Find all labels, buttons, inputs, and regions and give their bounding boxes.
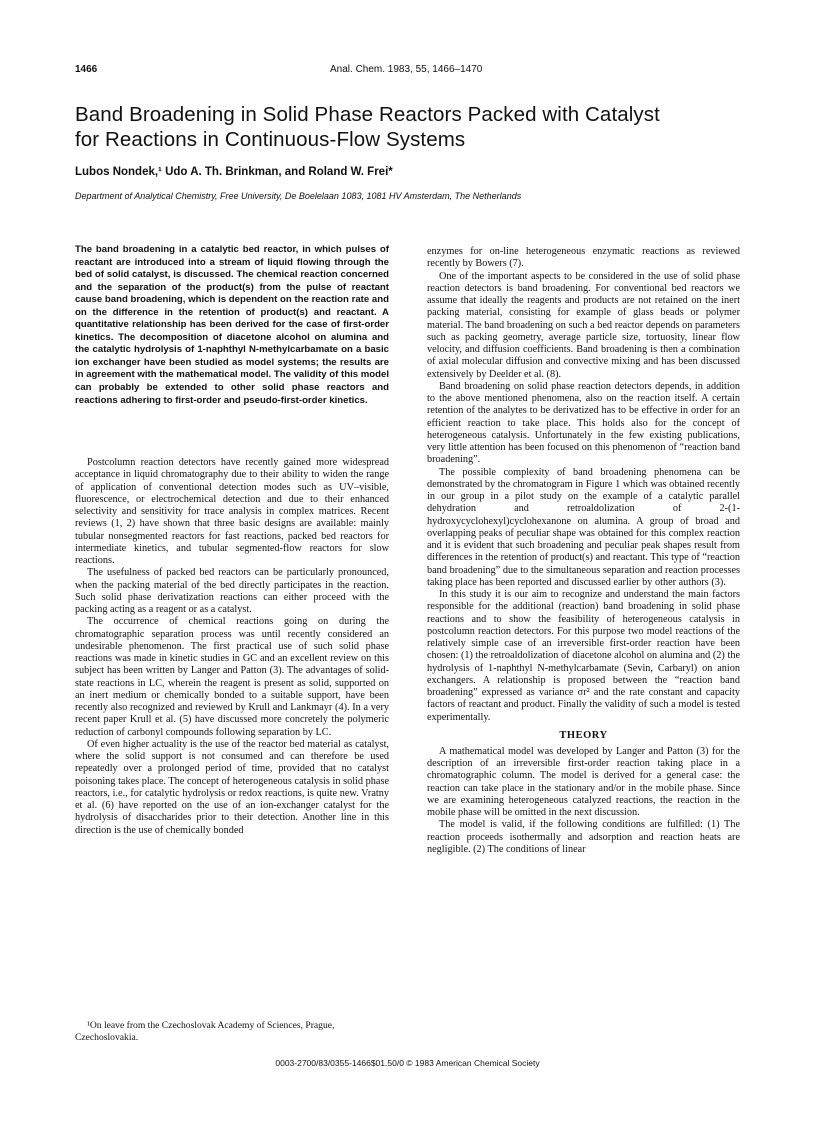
right-column	[427, 246, 740, 856]
theory-paragraph: The model is valid, if the following conditions are fulfilled: (1) The reaction proceeds isothermally and adsorption and reaction heats are negligible. (2) The conditions of linear	[427, 819, 740, 855]
running-head: Anal. Chem. 1983, 55, 1466–1470	[330, 64, 483, 75]
title-line-1: Band Broadening in Solid Phase Reactors Packed with Catalyst	[75, 102, 660, 126]
body-paragraph: The possible complexity of band broadening phenomena can be demonstrated by the chromatogram in Figure 1 which was obtained recently in our group in a pilot study on the example of a catalytic parallel dehydration and retroaldolization of 2-(1-hydroxycyclohexyl)cyclohexanone on alumina. A group of broad and overlapping peaks of peculiar shape was obtained for this complex reaction and it is evident that such broadening and peculiar peak shapes result from differences in the retention of product(s) and reactant. This type of “reaction band broadening” due to the simultaneous separation and reaction processes taking place has been reported and discussed earlier by other authors (3).	[427, 466, 740, 588]
left-column	[75, 244, 389, 837]
abstract: The band broadening in a catalytic bed reactor, in which pulses of reactant are introduced into a stream of liquid flowing through the bed of solid catalyst, is discussed. The chemical reaction concerned and the separation of the product(s) from the pulse of reactant cause band broadening, which is dependent on the reaction rate and on the difference in the retention of product(s) and reactant. A quantitative relationship has been derived for the case of first-order kinetics. The decomposition of diacetone alcohol on alumina and the catalytic hydrolysis of 1-naphthyl N-methylcarbamate on a basic ion exchanger have been studied as model systems; the results are in agreement with the mathematical model. The validity of this model can probably be extended to other solid phase reactors and reactions adhering to first-order and pseudo-first-order kinetics.	[75, 244, 389, 406]
theory-paragraph: A mathematical model was developed by Langer and Patton (3) for the description of an irreversible first-order reaction taking place in a chromatographic column. The model is derived for a general case: the reaction can take place in the stationary and/or in the mobile phase. Since we are examining heterogeneous catalyzed reactions, the reaction in the mobile phase will be omitted in the next discussion.	[427, 745, 740, 818]
body-paragraph: enzymes for on-line heterogeneous enzymatic reactions as reviewed recently by Bowers (7).	[427, 246, 740, 270]
article-title	[75, 102, 755, 152]
intro-paragraph: Postcolumn reaction detectors have recently gained more widespread acceptance in liquid chromatography due to their ability to widen the range of application of conventional detection modes such as UV–visible, fluorescence, or electrochemical detection and due to their enhanced selectivity and sensitivity for trace analysis in complex matrices. Recent reviews (1, 2) have shown that three basic designs are available: mainly tubular nonsegmented reactors for fast reactions, packed bed reactors for intermediate kinetics, and tubular segmented-flow reactors for slow reactions.	[75, 457, 389, 567]
intro-paragraph: The occurrence of chemical reactions going on during the chromatographic separation process was until recently considered an undesirable phenomenon. The first practical use of such solid phase reactions was made in kinetic studies in GC and an excellent review on this subject has been written by Langer and Patton (3). The advantages of solid-state reactions in LC, wherein the reagent is present as solid, supported on an inert medium or chemically bonded to a suitable support, have been recently also recognized and reviewed by Krull and Lankmayr (4). In a very recent paper Krull et al. (5) have discussed more concretely the polymeric reduction of carbonyl compounds following separation by LC.	[75, 616, 389, 738]
author-list: Lubos Nondek,¹ Udo A. Th. Brinkman, and Roland W. Frei*	[75, 166, 393, 178]
title-line-2: for Reactions in Continuous-Flow Systems	[75, 127, 466, 151]
footnote-line: Czechoslovakia.	[75, 1031, 139, 1043]
affiliation: Department of Analytical Chemistry, Free University, De Boelelaan 1083, 1081 HV Amsterdam, The Netherlands	[75, 191, 522, 201]
body-paragraph: In this study it is our aim to recognize and understand the main factors responsible for the additional (reaction) band broadening in solid phase reactions and to show the feasibility of heterogeneous catalysis in postcolumn reaction detectors. For this purpose two model reactions of the relatively simple case of an irreversible first-order reaction have been chosen: (1) the retroaldolization of diacetone alcohol on alumina and (2) the hydrolysis of 1-naphthyl N-methylcarbamate (Sevin, Carbaryl) on anion exchangers. A relationship is proposed between the “reaction band broadening” expressed as variance σr² and the rate constant and capacity factors of reactant and product. Finally the validity of such a model is tested experimentally.	[427, 589, 740, 723]
page-number: 1466	[75, 64, 98, 75]
introduction-body	[75, 457, 389, 837]
intro-paragraph: The usefulness of packed bed reactors can be particularly pronounced, when the packing material of the bed directly participates in the reaction. Such solid phase derivatization reactions can either proceed with the packing acting as a reagent or as a catalyst.	[75, 567, 389, 616]
footnote	[75, 1020, 389, 1043]
body-paragraph: One of the important aspects to be considered in the use of solid phase reaction detectors is band broadening. For conventional bed reactors we assume that ideally the reagents and products are not retained on the inert packing material, consisting for example of glass beads or polymer material. The band broadening on such a bed reactor depends on parameters such as packing geometry, average particle size, tortuosity, linear flow velocity, and diffusion coefficients. Band broadening is then a combination of axial molecular diffusion and convective mixing and has been discussed extensively by Deelder et al. (8).	[427, 270, 740, 380]
section-heading-theory: THEORY	[559, 729, 608, 741]
body-paragraph: Band broadening on solid phase reaction detectors depends, in addition to the above mentioned phenomena, also on the reaction itself. A certain retention of the analytes to be derivatized has to be effective in order for an efficient reaction to take place. This holds also for the concept of heterogeneous catalysis. Unfortunately in the few existing publications, very little attention has been focused on this phenomenon of “reaction band broadening”.	[427, 380, 740, 466]
intro-paragraph: Of even higher actuality is the use of the reactor bed material as catalyst, where the solid support is not consumed and can therefore be used repeatedly over a prolonged period of time, provided that no catalyst poisoning takes place. The concept of heterogeneous catalysis in solid phase reactors, i.e., for catalytic hydrolysis or redox reactions, is quite new. Vratny et al. (6) have reported on the use of an ion-exchanger catalyst for the hydrolysis of disaccharides prior to their detection. Another line in this direction is the use of chemically bonded	[75, 738, 389, 836]
footnote-line: ¹On leave from the Czechoslovak Academy of Sciences, Prague,	[87, 1020, 335, 1031]
copyright-footer: 0003-2700/83/0355-1466$01.50/0 © 1983 American Chemical Society	[275, 1058, 540, 1068]
